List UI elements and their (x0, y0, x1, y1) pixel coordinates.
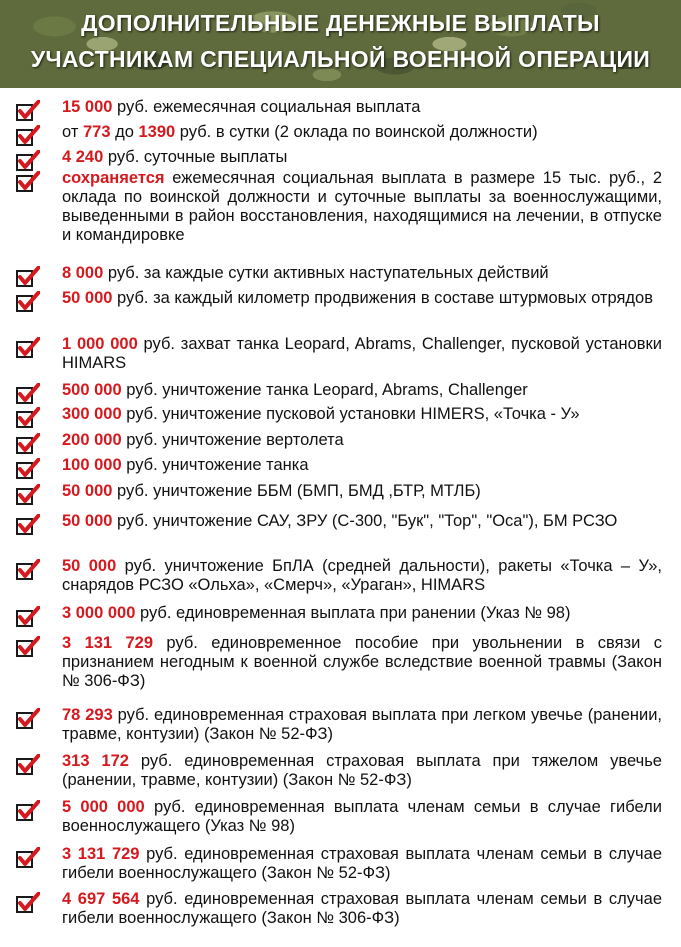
payment-text (62, 169, 662, 245)
payment-text (62, 890, 662, 928)
checkmark-icon (16, 407, 40, 429)
payment-amount: 300 000 (62, 405, 122, 423)
payment-text (62, 381, 662, 400)
payment-amount: 500 000 (62, 381, 122, 399)
payment-text (62, 845, 662, 883)
payment-amount: 4 697 564 (62, 890, 140, 908)
payment-description: руб. уничтожение пусковой установки HIMERS, «Точка - У» (121, 405, 580, 423)
payment-text (62, 431, 662, 450)
checkmark-icon (16, 337, 40, 359)
payment-description: руб. уничтожение ББМ (БМП, БМД ,БТР, МТЛБ) (112, 482, 481, 500)
checkmark-icon (16, 892, 40, 914)
payment-amount: 1 000 000 (62, 335, 138, 353)
payment-amount: 15 000 (62, 98, 113, 116)
payment-amount: 200 000 (62, 431, 122, 449)
payment-amount: 78 293 (62, 706, 113, 724)
checkmark-icon (16, 606, 40, 628)
checkmark-icon (16, 708, 40, 730)
payment-text (62, 482, 662, 501)
payment-description: руб. суточные выплаты (103, 148, 288, 166)
payment-description: ежемесячная социальная выплата в размере 15 тыс. руб., 2 оклада по воинской должности и суточные выплаты за военнослужащими, выведенными в район восстановления, находящимися на лечении, в отпуске и командировке (62, 169, 662, 244)
payment-amount: 3 131 729 (62, 634, 154, 652)
payment-description: руб. уничтожение САУ, ЗРУ (С-300, "Бук", "Тор", "Оса"), БМ РСЗО (112, 512, 618, 530)
checkmark-icon (16, 754, 40, 776)
checkmark-icon (16, 559, 40, 581)
payment-description: руб. единовременная выплата при ранении (Указ № 98) (135, 604, 571, 622)
payment-amount: 50 000 (62, 289, 113, 307)
payment-text (62, 706, 662, 744)
payment-description: руб. единовременная страховая выплата членам семьи в случае гибели военнослужащего (Закон № 52-ФЗ) (62, 845, 662, 882)
payment-text (62, 557, 662, 595)
checkmark-icon (16, 150, 40, 172)
camouflage-header (0, 0, 681, 88)
checkmark-icon (16, 100, 40, 122)
payment-text (62, 512, 662, 531)
checkmark-icon (16, 433, 40, 455)
payment-description: руб. единовременное пособие при увольнении в связи с признанием негодным к военной службе вследствие военной травмы (Закон № 306-ФЗ) (62, 634, 662, 690)
payment-amount-max: 1390 (138, 123, 176, 141)
payment-text (62, 634, 662, 691)
payment-text (62, 148, 662, 167)
payment-description: руб. единовременная страховая выплата членам семьи в случае гибели военнослужащего (Закон № 306-ФЗ) (62, 890, 662, 927)
payment-description: руб. в сутки (2 оклада по воинской должности) (175, 123, 538, 141)
payment-description: руб. захват танка Leopard, Abrams, Challenger, пусковой установки HIMARS (62, 335, 662, 372)
payment-amount: 50 000 (62, 512, 113, 530)
payment-description: руб. уничтожение вертолета (121, 431, 344, 449)
payment-text (62, 289, 662, 308)
payment-amount: 3 000 000 (62, 604, 136, 622)
payment-description: руб. за каждый километр продвижения в составе штурмовых отрядов (112, 289, 653, 307)
payment-description: руб. уничтожение танка Leopard, Abrams, Challenger (121, 381, 528, 399)
payment-connector: до (110, 123, 139, 141)
payment-amount: 4 240 (62, 148, 104, 166)
checkmark-icon (16, 484, 40, 506)
checkmark-icon (16, 171, 40, 193)
payment-description: руб. единовременная выплата членам семьи в случае гибели военнослужащего (Указ № 98) (62, 798, 662, 835)
payment-text (62, 123, 662, 142)
payment-amount: 5 000 000 (62, 798, 145, 816)
payment-amount: 3 131 729 (62, 845, 140, 863)
header-title-line-2: УЧАСТНИКАМ СПЕЦИАЛЬНОЙ ВОЕННОЙ ОПЕРАЦИИ (30, 46, 651, 72)
payment-amount: 773 (82, 123, 111, 141)
payment-description: руб. за каждые сутки активных наступательных действий (103, 264, 549, 282)
payment-amount: 50 000 (62, 557, 117, 575)
payment-text (62, 335, 662, 373)
payment-description: руб. единовременная страховая выплата при легком увечье (ранении, травме, контузии) (Закон № 52-ФЗ) (62, 706, 662, 743)
payment-amount: 50 000 (62, 482, 113, 500)
payment-description: руб. ежемесячная социальная выплата (112, 98, 421, 116)
checkmark-icon (16, 847, 40, 869)
payment-amount: 8 000 (62, 264, 104, 282)
checkmark-icon (16, 125, 40, 147)
checkmark-icon (16, 266, 40, 288)
checkmark-icon (16, 800, 40, 822)
checkmark-icon (16, 291, 40, 313)
payment-prefix: от (62, 123, 83, 141)
payment-text (62, 98, 662, 117)
payment-description: руб. уничтожение танка (121, 456, 309, 474)
payment-text (62, 456, 662, 475)
checkmark-icon (16, 514, 40, 536)
payment-text (62, 405, 662, 424)
payment-amount: 313 172 (62, 752, 129, 770)
checkmark-icon (16, 636, 40, 658)
payment-description: руб. уничтожение БпЛА (средней дальности), ракеты «Точка – У», снарядов РСЗО «Ольха», «Смерч», «Ураган», HIMARS (62, 557, 662, 594)
header-title-line-1: ДОПОЛНИТЕЛЬНЫЕ ДЕНЕЖНЫЕ ВЫПЛАТЫ (81, 10, 600, 36)
checkmark-icon (16, 383, 40, 405)
payment-text (62, 604, 662, 623)
payment-text (62, 798, 662, 836)
payment-text (62, 752, 662, 790)
payment-amount: сохраняется (62, 169, 165, 187)
payment-description: руб. единовременная страховая выплата при тяжелом увечье (ранении, травме, контузии) (Закон № 52-ФЗ) (62, 752, 662, 789)
checkmark-icon (16, 458, 40, 480)
payment-text (62, 264, 662, 283)
payment-amount: 100 000 (62, 456, 122, 474)
